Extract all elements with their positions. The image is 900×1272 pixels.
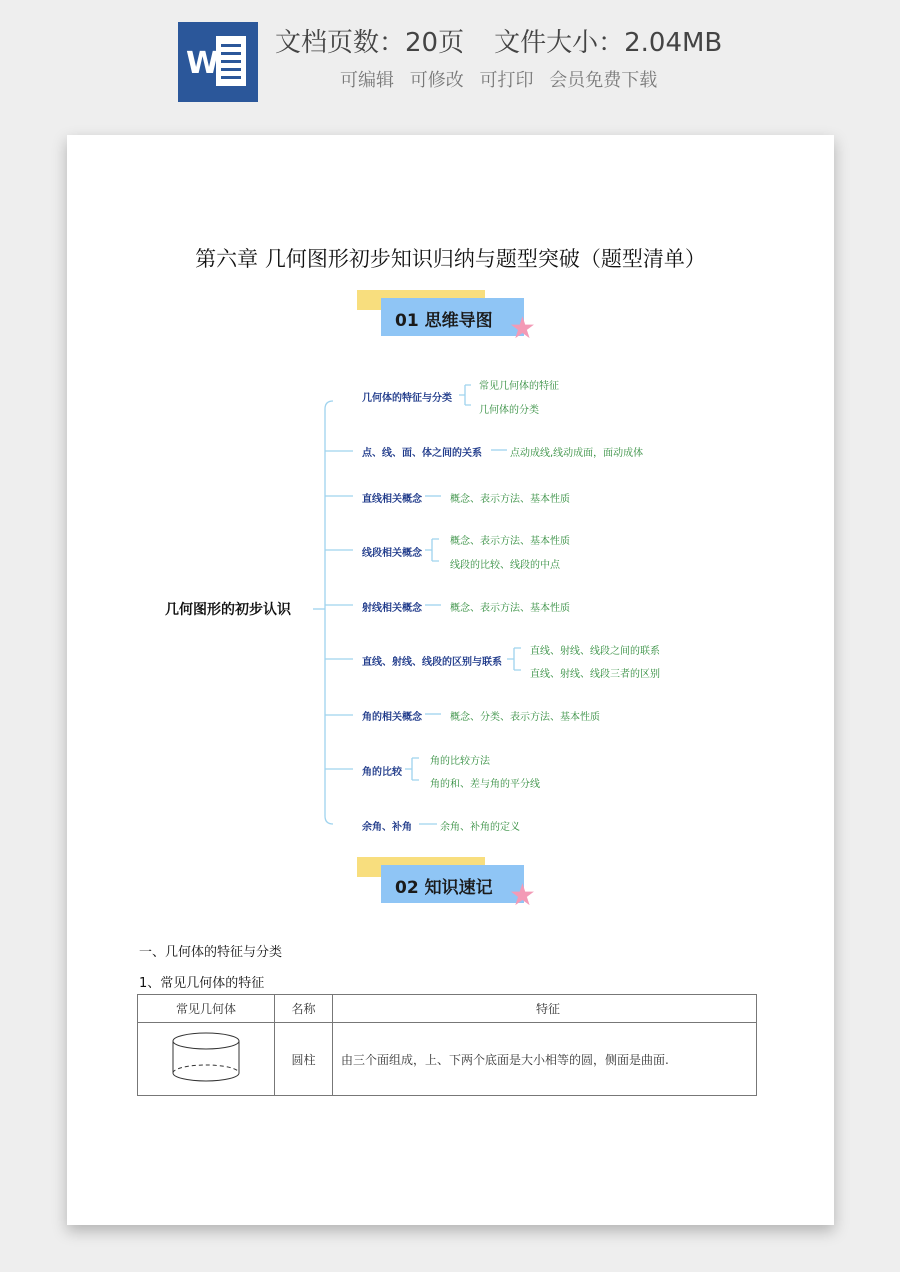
feature-printable: 可打印 (479, 70, 534, 91)
mindmap-root: 几何图形的初步认识 (165, 602, 291, 618)
cylinder-illustration (138, 1023, 275, 1096)
mindmap-node: 直线、射线、线段的区别与联系 (362, 657, 502, 668)
solids-feature-table (137, 994, 757, 1096)
mindmap-leaf: 几何体的分类 (479, 405, 539, 416)
mindmap-node: 线段相关概念 (362, 548, 422, 559)
mindmap-leaf: 余角、补角的定义 (440, 822, 520, 833)
mindmap-leaf: 角的比较方法 (430, 756, 490, 767)
star-icon: ★ (509, 878, 536, 913)
mindmap-node: 余角、补角 (362, 822, 412, 833)
mindmap-node: 角的比较 (362, 767, 402, 778)
solid-name: 圆柱 (275, 1023, 333, 1096)
mindmap-leaf: 概念、分类、表示方法、基本性质 (450, 712, 600, 723)
mindmap-leaf: 直线、射线、线段之间的联系 (530, 646, 660, 657)
feature-list (340, 66, 667, 92)
cylinder-icon (170, 1031, 242, 1085)
word-document-icon: W (178, 22, 258, 102)
feature-modifiable: 可修改 (409, 70, 464, 91)
mindmap-leaf: 点动成线,线动成面，面动成体 (510, 448, 644, 459)
file-size: 文件大小：2.04MB (494, 28, 723, 58)
download-banner (0, 0, 900, 115)
mindmap-leaf: 概念、表示方法、基本性质 (450, 494, 570, 505)
heading-geometry-classification: 一、几何体的特征与分类 (139, 945, 283, 960)
file-meta (275, 22, 752, 59)
mindmap-node: 直线相关概念 (362, 494, 422, 505)
heading-common-solids: 1、常见几何体的特征 (139, 976, 265, 991)
mindmap-node: 角的相关概念 (362, 712, 422, 723)
mindmap-leaf: 角的和、差与角的平分线 (430, 779, 540, 790)
feature-editable: 可编辑 (340, 70, 394, 91)
mindmap-node: 点、线、面、体之间的关系 (362, 448, 482, 459)
table-row (138, 1023, 757, 1096)
star-icon: ★ (509, 311, 536, 346)
mindmap-leaf: 常见几何体的特征 (479, 381, 559, 392)
solid-feature: 由三个面组成，上、下两个底面是大小相等的圆，侧面是曲面. (333, 1023, 757, 1096)
mindmap-leaf: 直线、射线、线段三者的区别 (530, 669, 660, 680)
mindmap-leaf: 线段的比较、线段的中点 (450, 560, 560, 571)
column-header: 名称 (275, 995, 333, 1023)
section-header-mindmap: 01 思维导图 ★ (357, 290, 537, 352)
mindmap-node: 几何体的特征与分类 (362, 393, 452, 404)
document-page[interactable] (67, 135, 834, 1225)
table-header-row (138, 995, 757, 1023)
feature-member-download: 会员免费下载 (549, 70, 658, 91)
document-title: 第六章 几何图形初步知识归纳与题型突破（题型清单） (195, 247, 706, 271)
mindmap-leaf: 概念、表示方法、基本性质 (450, 536, 570, 547)
section-header-knowledge: 02 知识速记 ★ (357, 857, 537, 919)
column-header: 特征 (333, 995, 757, 1023)
mindmap-node: 射线相关概念 (362, 603, 422, 614)
page-count: 文档页数：20页 (275, 28, 465, 58)
column-header: 常见几何体 (138, 995, 275, 1023)
mindmap-leaf: 概念、表示方法、基本性质 (450, 603, 570, 614)
